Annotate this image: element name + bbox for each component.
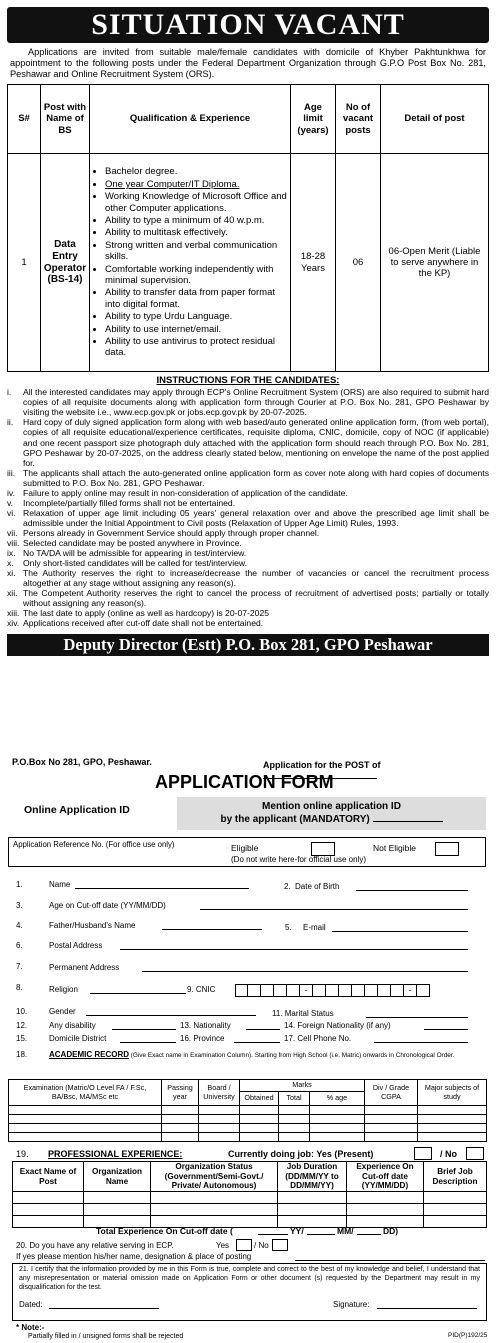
table-row[interactable] xyxy=(9,1115,487,1124)
online-id-box[interactable] xyxy=(177,797,486,830)
list-item xyxy=(7,548,489,558)
currently-no-label: / No xyxy=(440,1149,457,1159)
field-7-number: 7. xyxy=(16,962,23,971)
permanent-address-field[interactable] xyxy=(142,971,468,972)
list-item xyxy=(7,588,489,608)
academic-header-board: Board / University xyxy=(199,1080,240,1106)
cnic-digit-box[interactable] xyxy=(235,984,248,997)
row-qualifications xyxy=(90,154,291,372)
father-name-label: Father/Husband's Name xyxy=(49,921,136,930)
professional-table-wrap xyxy=(12,1161,487,1228)
academic-header-div: Div / Grade CGPA xyxy=(365,1080,418,1106)
list-item xyxy=(7,618,489,628)
academic-record-note: (Give Exact name in Examination Column). Starting from High School (i.e. Matric) onwards in Chronological Order. xyxy=(130,1052,455,1059)
table-row[interactable] xyxy=(9,1133,487,1142)
dated-field[interactable] xyxy=(49,1308,159,1309)
postal-address-label: Postal Address xyxy=(49,941,103,950)
row-age: 18-28 Years xyxy=(291,154,336,372)
cnic-separator: - xyxy=(300,984,313,997)
field-12-number: 12. xyxy=(16,1021,28,1030)
deputy-director-banner: Deputy Director (Estt) P.O. Box 281, GPO Peshawar xyxy=(7,634,489,656)
mm-label: MM/ xyxy=(337,1226,354,1236)
instruction-number: iii. xyxy=(7,467,16,478)
name-field[interactable] xyxy=(75,888,249,889)
not-eligible-checkbox[interactable] xyxy=(435,842,459,856)
mention-line-2 xyxy=(177,813,486,826)
domicile-label: Domicile District xyxy=(49,1034,107,1043)
prof-header-status: Organization Status (Government/Semi-Govt./ Private/ Autonomous) xyxy=(151,1162,278,1192)
instruction-number: xi. xyxy=(7,568,16,579)
instruction-text: Failure to apply online may result in non-consideration of application of the candidate. xyxy=(23,487,348,498)
domicile-field[interactable] xyxy=(120,1042,176,1043)
nationality-label: 13. Nationality xyxy=(180,1021,231,1030)
email-label: E-mail xyxy=(303,923,326,932)
qualification-item: • Working Knowledge of Microsoft Office and other Computer applications. xyxy=(105,191,289,214)
disability-field[interactable] xyxy=(112,1029,176,1030)
certification-box xyxy=(12,1263,487,1321)
father-name-field[interactable] xyxy=(162,929,262,930)
permanent-address-label: Permanent Address xyxy=(49,963,120,972)
academic-header-obtained: Obtained xyxy=(240,1092,279,1106)
instruction-number: xiv. xyxy=(7,618,20,629)
dob-label: Date of Birth xyxy=(295,882,340,891)
instruction-number: xiii. xyxy=(7,608,20,619)
field-4-number: 4. xyxy=(16,921,23,930)
instruction-text: Selected candidate may be posted anywhere in Province. xyxy=(23,538,242,548)
row-post: Data Entry Operator (BS-14) xyxy=(41,154,90,372)
instruction-text: The applicants shall attach the auto-generated online application form as cover note along with hard copies of documents submitted to P.O. Box No. 281, GPO Peshawar. xyxy=(23,467,489,488)
list-item xyxy=(7,568,489,588)
instructions-list xyxy=(7,387,489,628)
list-item xyxy=(7,558,489,568)
instruction-number: xii. xyxy=(7,588,18,599)
cnic-digit-box[interactable] xyxy=(378,984,391,997)
qualification-item: • Ability to transfer data from paper format into digital format. xyxy=(105,287,289,310)
qualification-item: • Comfortable working independently with minimal supervision. xyxy=(105,264,289,287)
professional-label: PROFESSIONAL EXPERIENCE: xyxy=(48,1149,183,1159)
row-detail: 06-Open Merit (Liable to serve anywhere in the KP) xyxy=(381,154,489,372)
instruction-number: i. xyxy=(7,387,12,398)
list-item xyxy=(7,538,489,548)
qualification-item: • Ability to use antivirus to protect residual data. xyxy=(105,336,289,359)
academic-record-label: ACADEMIC RECORD xyxy=(49,1050,129,1059)
province-field[interactable] xyxy=(234,1042,280,1043)
field-19-number: 19. xyxy=(16,1149,29,1159)
list-item xyxy=(7,528,489,538)
instruction-number: viii. xyxy=(7,538,20,548)
not-eligible-label: Not Eligible xyxy=(373,843,416,853)
qualification-item-text: One year Computer/IT Diploma. xyxy=(105,178,240,190)
academic-header-exam: Examination (Matric/O Level FA / F.Sc, BA/Bsc, MA/MSc etc xyxy=(9,1080,162,1106)
cnic-digit-box[interactable] xyxy=(274,984,287,997)
qualification-item: • Ability to type a minimum of 40 w.p.m. xyxy=(105,215,289,226)
instruction-text: All the interested candidates may apply through ECP's Online Recruitment System (ORS) are also required to submit hard copies of all requisite documents along with application form through Courier at P.O. Box No. 281, GPO Peshawar by visiting the website i.e., www.ecp.gov.pk or jobs.ecp.gov.pk by 20-07-2025. xyxy=(23,387,489,418)
field-3-number: 3. xyxy=(16,901,23,910)
jobs-table-header xyxy=(8,85,489,154)
yy-label: YY/ xyxy=(290,1226,304,1236)
dob-field[interactable] xyxy=(356,890,468,891)
field-8-number: 8. xyxy=(16,983,23,992)
header-vacancies: No of vacant posts xyxy=(336,85,381,154)
prof-header-description: Brief Job Description xyxy=(424,1162,487,1192)
table-row[interactable] xyxy=(9,1106,487,1115)
header-detail: Detail of post xyxy=(381,85,489,154)
relative-yes-label: Yes xyxy=(216,1241,230,1250)
relative-no-label: / No xyxy=(254,1241,269,1250)
prof-header-experience: Experience On Cut-off date (YY/MM/DD) xyxy=(347,1162,424,1192)
qualification-item: • Ability to multitask effectively. xyxy=(105,227,289,238)
currently-no-checkbox[interactable] xyxy=(466,1147,484,1160)
prof-header-duration: Job Duration (DD/MM/YY to DD/MM/YY) xyxy=(278,1162,347,1192)
marital-status-label: 11. Marital Status xyxy=(272,1009,334,1018)
cnic-digit-box[interactable] xyxy=(326,984,339,997)
instruction-number: vi. xyxy=(7,507,16,518)
prof-header-org: Organization Name xyxy=(84,1162,151,1192)
cnic-digit-box[interactable] xyxy=(417,984,430,997)
foreign-nationality-label: 14. Foreign Nationality (if any) xyxy=(284,1021,391,1030)
cnic-digit-box[interactable] xyxy=(261,984,274,997)
list-item xyxy=(7,498,489,508)
cnic-digit-box[interactable] xyxy=(339,984,352,997)
cnic-digit-box[interactable] xyxy=(248,984,261,997)
currently-yes-checkbox[interactable] xyxy=(414,1147,432,1160)
academic-header-marks: Marks xyxy=(240,1080,365,1092)
office-use-box xyxy=(8,837,486,867)
cnic-boxes[interactable] xyxy=(235,984,430,997)
instruction-text: Only short-listed candidates will be called for test/interview. xyxy=(23,558,248,569)
list-item xyxy=(7,608,489,618)
instruction-number: vii. xyxy=(7,527,18,538)
post-label: Application for the POST of xyxy=(263,760,381,770)
age-field[interactable] xyxy=(200,909,468,910)
cnic-separator: - xyxy=(404,984,417,997)
academic-record-heading xyxy=(49,1050,489,1060)
dd-label: DD) xyxy=(383,1226,399,1236)
mention-line-2-text: by the applicant (MANDATORY) xyxy=(220,814,370,825)
eligible-checkbox[interactable] xyxy=(311,842,335,856)
field-6-number: 6. xyxy=(16,941,23,950)
instruction-text: Applications received after cut-off date shall not be entertained. xyxy=(23,618,264,629)
instruction-text: No TA/DA will be admissible for appearing in test/interview. xyxy=(23,548,247,559)
office-note: (Do not write here-for official use only) xyxy=(231,855,367,864)
online-id-field[interactable] xyxy=(373,821,443,822)
email-field[interactable] xyxy=(332,931,468,932)
academic-header-percent: % age xyxy=(310,1092,365,1106)
relative-question: 20. Do you have any relative serving in ECP. xyxy=(16,1241,174,1250)
cnic-digit-box[interactable] xyxy=(352,984,365,997)
certification-text: 21. I certify that the information provided by me in this Form is true, complete and correct to the best of my knowledge and belief, I understand that any misrepresentation or material omission made on Application Form or other document (s) requested by the Department may result in my disqualification for the test. xyxy=(19,1266,480,1291)
table-row xyxy=(9,1080,487,1092)
foreign-nationality-field[interactable] xyxy=(424,1029,468,1030)
list-item xyxy=(7,488,489,498)
instruction-number: x. xyxy=(7,558,14,569)
instruction-text: The Authority reserves the right to increase/decrease the number of vacancies or cancel the recruitment process altogether at any stage without assigning any reason(s). xyxy=(23,568,489,589)
signature-field[interactable] xyxy=(377,1308,477,1309)
instruction-number: ii. xyxy=(7,417,14,428)
note-text: Partially filled in / unsigned forms shall be rejected xyxy=(28,1333,184,1340)
jobs-table xyxy=(7,84,489,372)
total-days-field[interactable] xyxy=(357,1234,381,1235)
table-row[interactable] xyxy=(13,1204,487,1216)
prof-header-post: Exact Name of Post xyxy=(13,1162,84,1192)
table-row[interactable] xyxy=(13,1192,487,1204)
nationality-field[interactable] xyxy=(246,1029,280,1030)
field-5-number: 5. xyxy=(285,923,292,932)
list-item xyxy=(7,508,489,528)
instruction-number: iv. xyxy=(7,487,15,498)
row-sno: 1 xyxy=(8,154,41,372)
currently-doing-label: Currently doing job: Yes (Present) xyxy=(228,1149,374,1159)
religion-field[interactable] xyxy=(90,993,186,994)
field-15-number: 15. xyxy=(16,1034,28,1043)
academic-table xyxy=(8,1079,487,1142)
postal-address-field[interactable] xyxy=(120,949,468,950)
relative-no-checkbox[interactable] xyxy=(272,1239,288,1251)
cnic-label: 9. CNIC xyxy=(187,985,216,994)
cnic-digit-box[interactable] xyxy=(365,984,378,997)
province-label: 16. Province xyxy=(180,1034,225,1043)
qualification-item: • Ability to use internet/email. xyxy=(105,324,289,335)
religion-label: Religion xyxy=(49,985,78,994)
instruction-number: v. xyxy=(7,497,14,508)
academic-header-total: Total xyxy=(279,1092,310,1106)
total-experience-label: Total Experience On Cut-off date ( xyxy=(96,1226,233,1236)
table-row[interactable] xyxy=(9,1124,487,1133)
relative-yes-checkbox[interactable] xyxy=(236,1239,252,1251)
professional-table xyxy=(12,1161,487,1228)
cnic-digit-box[interactable] xyxy=(313,984,326,997)
header-post: Post with Name of BS xyxy=(41,85,90,154)
name-label: Name xyxy=(49,880,71,889)
situation-vacant-banner: SITUATION VACANT xyxy=(7,7,489,43)
field-10-number: 10. xyxy=(16,1007,28,1016)
instruction-text: Relaxation of upper age limit including 05 years' general relaxation over and above the prescribed age limit shall be admissible under the Initial Appointment to Civil posts (Relaxation of Upper Age Limit) Rules, 1993. xyxy=(23,507,489,528)
academic-table-wrap xyxy=(8,1079,487,1142)
marital-status-field[interactable] xyxy=(366,1017,468,1018)
header-sno: S# xyxy=(8,85,41,154)
instruction-text: Persons already in Government Service should apply through proper channel. xyxy=(23,527,320,538)
header-qualification: Qualification & Experience xyxy=(90,85,291,154)
qualification-item xyxy=(105,179,289,190)
note-title: * Note:- xyxy=(16,1323,45,1332)
cell-phone-field[interactable] xyxy=(374,1042,468,1043)
instruction-text: Incomplete/partially filled forms shall not be entertained. xyxy=(23,497,236,508)
field-2-number: 2. xyxy=(284,882,291,891)
relative-details-field[interactable] xyxy=(295,1260,485,1261)
list-item xyxy=(7,387,489,417)
row-vacancies: 06 xyxy=(336,154,381,372)
gender-label: Gender xyxy=(49,1007,76,1016)
field-18-number: 18. xyxy=(16,1050,28,1059)
age-label: Age on Cut-off date (YY/MM/DD) xyxy=(49,901,166,910)
cnic-digit-box[interactable] xyxy=(391,984,404,997)
signature-label: Signature: xyxy=(333,1300,370,1309)
list-item xyxy=(7,417,489,467)
table-row xyxy=(13,1162,487,1192)
application-form-title: APPLICATION FORM xyxy=(155,772,334,792)
form-address: P.O.Box No 281, GPO, Peshawar. xyxy=(12,757,152,767)
table-row[interactable] xyxy=(13,1216,487,1228)
instruction-text: The Competent Authority reserves the right to cancel the process of recruitment of advertised posts; partially or totally without assigning any reason(s). xyxy=(23,588,489,609)
total-months-field[interactable] xyxy=(307,1234,335,1235)
gender-field[interactable] xyxy=(86,1015,256,1016)
academic-header-year: Passing year xyxy=(162,1080,199,1106)
header-age: Age limit (years) xyxy=(291,85,336,154)
instruction-text: The last date to apply (online as well as hardcopy) is 20-07-2025 xyxy=(23,608,270,619)
dated-label: Dated: xyxy=(19,1300,43,1309)
qualification-item: • Ability to type Urdu Language. xyxy=(105,311,289,322)
online-id-label: Online Application ID xyxy=(24,804,130,816)
eligible-label: Eligible xyxy=(231,843,259,853)
mention-line-1: Mention online application ID xyxy=(262,801,401,812)
disability-label: Any disability xyxy=(49,1021,96,1030)
instruction-number: ix. xyxy=(7,548,16,559)
table-row xyxy=(8,154,489,372)
field-1-number: 1. xyxy=(16,880,23,889)
instruction-text: Hard copy of duly signed application form along with web based/auto generated online application form, (from web portal), copies of all requisite educational/experience certificates, requisite diploma, CNIC, domicile, copy of NOC (if applicable) and one recent passport size photograph duly attached with the application form should reach through P.O. Box No. 281, GPO Peshawar by 20-07-2025, on the address clearly stated below, mentioning on envelope the name of the post applied for. xyxy=(23,417,489,468)
advertisement xyxy=(7,7,489,656)
total-years-field[interactable] xyxy=(258,1234,288,1235)
academic-header-subjects: Major subjects of study xyxy=(418,1080,487,1106)
cnic-digit-box[interactable] xyxy=(287,984,300,997)
qualification-item: • Bachelor degree. xyxy=(105,166,289,177)
ref-label: Application Reference No. (For office use only) xyxy=(13,840,175,849)
instructions-title: INSTRUCTIONS FOR THE CANDIDATES: xyxy=(156,375,340,387)
cell-phone-label: 17. Cell Phone No. xyxy=(284,1034,352,1043)
list-item xyxy=(7,468,489,488)
qualification-item: • Strong written and verbal communication skills. xyxy=(105,240,289,263)
intro-paragraph: Applications are invited from suitable male/female candidates with domicile of Khyber Pakhtunkhwa for appointment to the following posts under the Federal Department Organization through G.P.O Post Box No. 281, Peshawar and Online Recruitment System (ORS). xyxy=(10,47,486,80)
relative-details-label: If yes please mention his/her name, designation & place of posting xyxy=(16,1252,252,1261)
pid-code: PID(P)192/25 xyxy=(448,1332,488,1339)
